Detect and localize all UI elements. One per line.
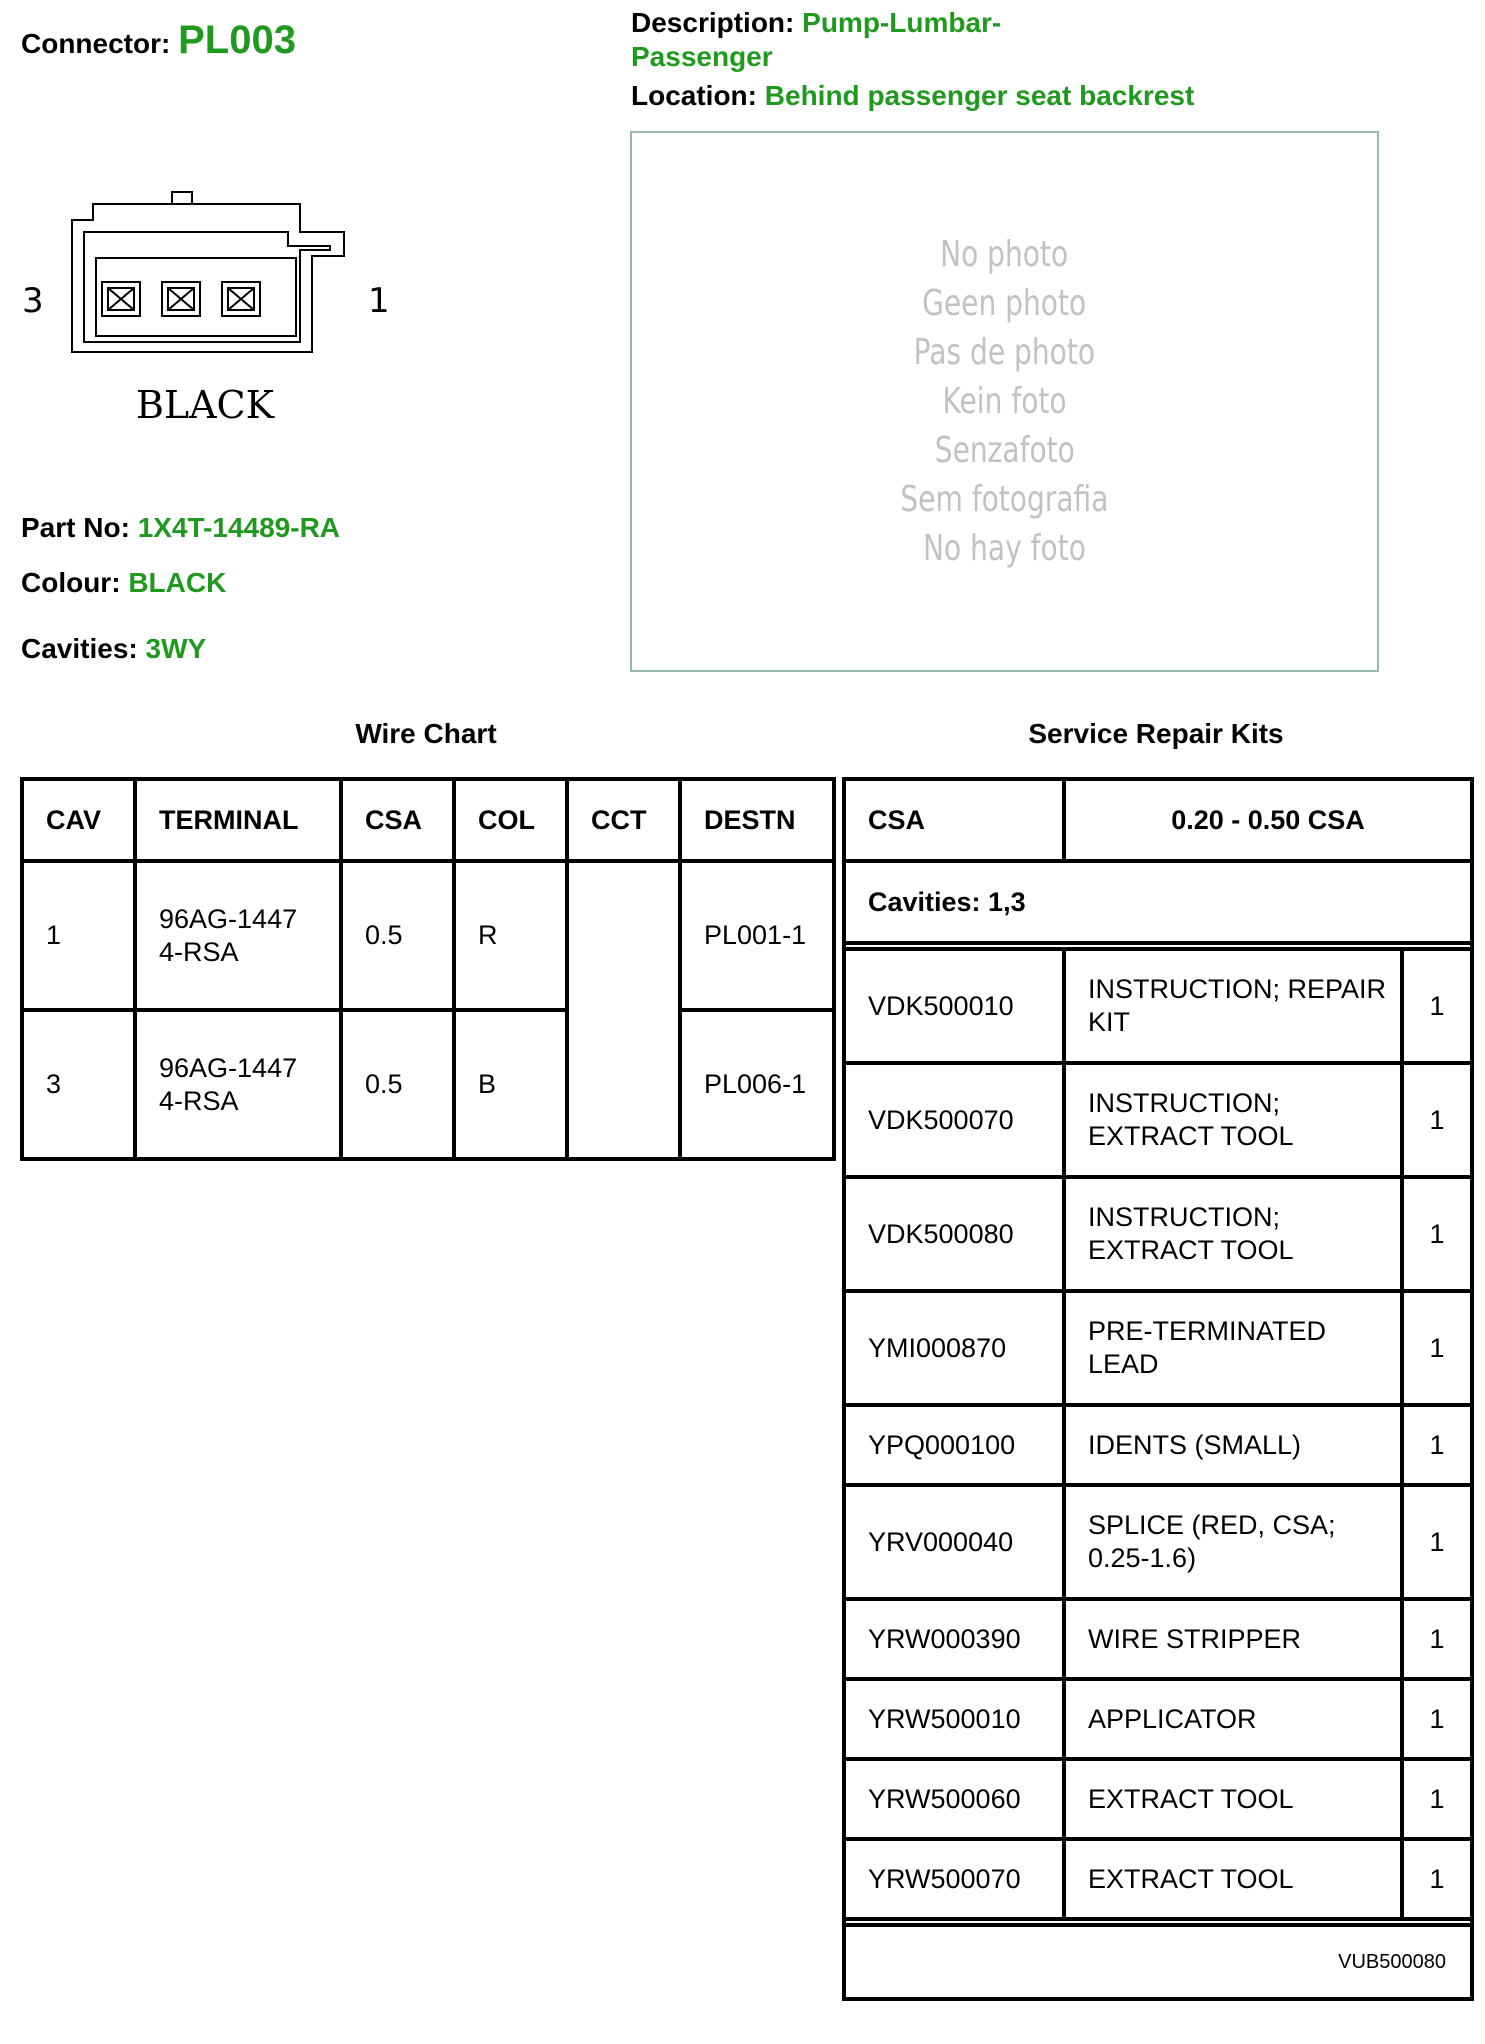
table-row xyxy=(22,861,834,1010)
placeholder-text: Senzafoto xyxy=(934,430,1075,471)
kit-part: VDK500080 xyxy=(844,1177,1064,1291)
col-cell: R xyxy=(454,861,567,1010)
kit-part: VDK500010 xyxy=(844,949,1064,1063)
kit-part: YRW500010 xyxy=(844,1679,1064,1759)
connector-title xyxy=(21,18,296,63)
table-row xyxy=(22,1010,834,1159)
destn-cell: PL006-1 xyxy=(680,1010,834,1159)
table-header-row xyxy=(22,779,834,861)
kit-description: IDENTS (SMALL) xyxy=(1064,1405,1402,1485)
column-header: TERMINAL xyxy=(135,779,341,861)
placeholder-text: Geen photo xyxy=(922,283,1087,324)
part-no-label: Part No: xyxy=(21,512,130,543)
kit-qty: 1 xyxy=(1402,1485,1472,1599)
kit-description: WIRE STRIPPER xyxy=(1064,1599,1402,1679)
table-row xyxy=(844,949,1472,1063)
location-label: Location: xyxy=(631,80,757,111)
kit-qty: 1 xyxy=(1402,1759,1472,1839)
table-row xyxy=(844,1839,1472,1919)
kit-qty: 1 xyxy=(1402,1063,1472,1177)
connector-colour-caption: BLACK xyxy=(135,383,275,427)
cavities xyxy=(21,633,206,665)
cavities-value: 3WY xyxy=(145,633,207,664)
cav-cell: 3 xyxy=(22,1010,135,1159)
location-value: Behind passenger seat backrest xyxy=(764,80,1195,111)
wire-chart-title: Wire Chart xyxy=(355,718,497,749)
csa-cell: 0.5 xyxy=(341,1010,454,1159)
connector-label: Connector: xyxy=(21,28,171,59)
kit-part: YRW500060 xyxy=(844,1759,1064,1839)
kit-description: INSTRUCTION; EXTRACT TOOL xyxy=(1064,1063,1402,1177)
kit-description: PRE-TERMINATED LEAD xyxy=(1064,1291,1402,1405)
kit-part: VDK500070 xyxy=(844,1063,1064,1177)
col-cell: B xyxy=(454,1010,567,1159)
kit-part: YMI000870 xyxy=(844,1291,1064,1405)
connector-face-diagram xyxy=(20,180,400,440)
table-row xyxy=(844,1405,1472,1485)
placeholder-text: No photo xyxy=(940,234,1069,275)
column-header: CCT xyxy=(567,779,680,861)
placeholder-text: Pas de photo xyxy=(913,332,1096,373)
table-row xyxy=(844,1679,1472,1759)
kit-qty: 1 xyxy=(1402,1599,1472,1679)
table-row xyxy=(844,1177,1472,1291)
location xyxy=(631,80,1194,112)
kit-qty: 1 xyxy=(1402,1679,1472,1759)
cav-cell: 1 xyxy=(22,861,135,1010)
kit-footer-code: VUB500080 xyxy=(844,1925,1472,1999)
column-header: CAV xyxy=(22,779,135,861)
kit-cavities: Cavities: 1,3 xyxy=(844,861,1472,943)
table-row xyxy=(844,1485,1472,1599)
pin-label-right: 1 xyxy=(368,281,390,321)
csa-range-header: 0.20 - 0.50 CSA xyxy=(1064,779,1472,861)
destn-cell: PL001-1 xyxy=(680,861,834,1010)
connector-value: PL003 xyxy=(178,18,296,62)
kit-description: EXTRACT TOOL xyxy=(1064,1839,1402,1919)
cavities-label: Cavities: xyxy=(21,633,138,664)
kit-qty: 1 xyxy=(1402,1839,1472,1919)
table-row xyxy=(844,1759,1472,1839)
kit-qty: 1 xyxy=(1402,1177,1472,1291)
terminal-cell: 96AG-14474-RSA xyxy=(135,1010,341,1159)
csa-cell: 0.5 xyxy=(341,861,454,1010)
part-number xyxy=(21,512,340,544)
kit-qty: 1 xyxy=(1402,1291,1472,1405)
kit-description: INSTRUCTION; REPAIR KIT xyxy=(1064,949,1402,1063)
wire-chart-table xyxy=(20,777,836,1161)
column-header: COL xyxy=(454,779,567,861)
placeholder-text: Kein foto xyxy=(942,381,1067,422)
pin-label-left: 3 xyxy=(22,281,44,321)
kit-description: APPLICATOR xyxy=(1064,1679,1402,1759)
kit-part: YRV000040 xyxy=(844,1485,1064,1599)
csa-header: CSA xyxy=(844,779,1064,861)
placeholder-text: No hay foto xyxy=(923,528,1086,569)
cavities-row xyxy=(844,861,1472,943)
kit-part: YRW500070 xyxy=(844,1839,1064,1919)
table-row xyxy=(844,1063,1472,1177)
kit-part: YRW000390 xyxy=(844,1599,1064,1679)
kit-qty: 1 xyxy=(1402,1405,1472,1485)
colour-value: BLACK xyxy=(128,567,227,598)
kit-description: SPLICE (RED, CSA; 0.25-1.6) xyxy=(1064,1485,1402,1599)
kit-qty: 1 xyxy=(1402,949,1472,1063)
table-row xyxy=(844,1599,1472,1679)
placeholder-text: Sem fotografia xyxy=(900,479,1109,520)
footer-row xyxy=(844,1925,1472,1999)
table-row xyxy=(844,1291,1472,1405)
part-no-value: 1X4T-14489-RA xyxy=(137,512,341,543)
photo-placeholder xyxy=(630,131,1379,672)
column-header: DESTN xyxy=(680,779,834,861)
column-header: CSA xyxy=(341,779,454,861)
description xyxy=(631,6,1051,74)
service-kits-title: Service Repair Kits xyxy=(1028,718,1284,749)
kit-part: YPQ000100 xyxy=(844,1405,1064,1485)
cct-cell xyxy=(567,861,680,1159)
kit-description: EXTRACT TOOL xyxy=(1064,1759,1402,1839)
table-header-row xyxy=(844,779,1472,861)
colour-label: Colour: xyxy=(21,567,121,598)
kit-description: INSTRUCTION; EXTRACT TOOL xyxy=(1064,1177,1402,1291)
description-value: Pump-Lumbar-Passenger xyxy=(631,7,1002,72)
colour xyxy=(21,567,226,599)
description-label: Description: xyxy=(631,7,795,38)
terminal-cell: 96AG-14474-RSA xyxy=(135,861,341,1010)
service-repair-kits-table xyxy=(842,777,1474,2001)
